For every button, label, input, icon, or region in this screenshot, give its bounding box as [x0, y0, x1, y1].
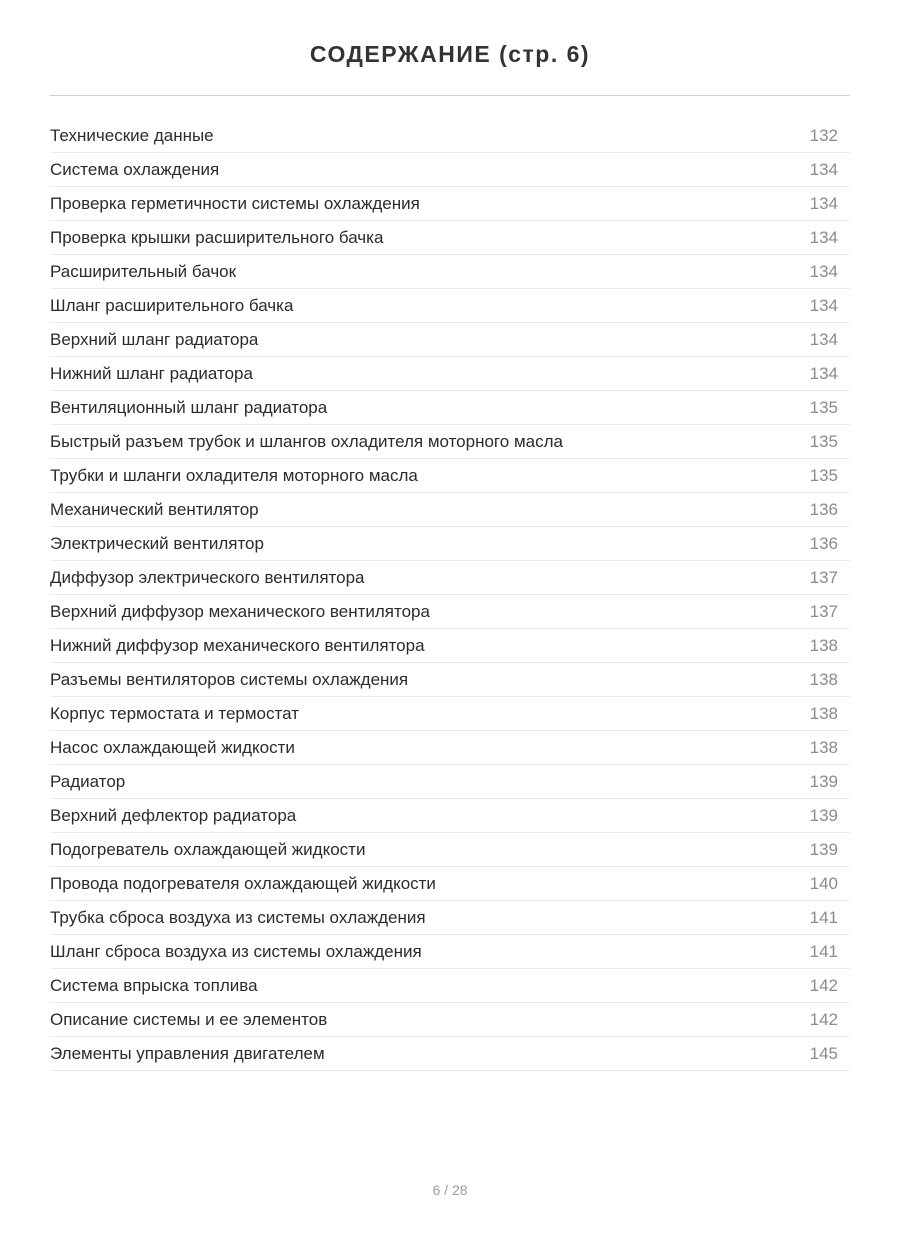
- toc-item[interactable]: [50, 561, 850, 595]
- toc-item-label: Корпус термостата и термостат: [50, 703, 299, 723]
- toc-item-label: Разъемы вентиляторов системы охлаждения: [50, 669, 409, 689]
- toc-item-label: Электрический вентилятор: [50, 533, 264, 553]
- toc-page: [0, 40, 900, 1240]
- toc-item-label: Верхний дефлектор радиатора: [50, 805, 297, 825]
- toc-item-page: 134: [809, 329, 838, 349]
- toc-item[interactable]: [50, 799, 850, 833]
- toc-item-label: Нижний диффузор механического вентилятора: [50, 635, 425, 655]
- toc-item-page: 139: [809, 805, 838, 825]
- toc-item-label: Шланг сброса воздуха из системы охлаждения: [50, 941, 422, 961]
- toc-item[interactable]: [50, 391, 850, 425]
- toc-item-label: Проверка крышки расширительного бачка: [50, 227, 384, 247]
- toc-item-label: Технические данные: [50, 125, 214, 145]
- toc-item[interactable]: [50, 1037, 850, 1071]
- toc-item-label: Верхний диффузор механического вентилятора: [50, 601, 430, 621]
- toc-item[interactable]: [50, 833, 850, 867]
- toc-item[interactable]: [50, 357, 850, 391]
- toc-item-label: Насос охлаждающей жидкости: [50, 737, 295, 757]
- toc-item-page: 134: [809, 363, 838, 383]
- toc-item-label: Система охлаждения: [50, 159, 220, 179]
- toc-item-page: 141: [809, 907, 838, 927]
- toc-item-page: 135: [809, 465, 838, 485]
- toc-item-page: 136: [809, 499, 838, 519]
- toc-item-label: Быстрый разъем трубок и шлангов охладителя моторного масла: [50, 431, 563, 451]
- toc-item[interactable]: [50, 629, 850, 663]
- toc-item-page: 142: [809, 1009, 838, 1029]
- page-number-indicator: 6 / 28: [432, 1182, 468, 1198]
- toc-list: [50, 119, 850, 1071]
- toc-item[interactable]: [50, 663, 850, 697]
- toc-item[interactable]: [50, 969, 850, 1003]
- toc-item-page: 139: [809, 839, 838, 859]
- toc-item-page: 138: [809, 737, 838, 757]
- toc-item[interactable]: [50, 221, 850, 255]
- toc-item-page: 140: [809, 873, 838, 893]
- toc-item-page: 142: [809, 975, 838, 995]
- toc-item-label: Описание системы и ее элементов: [50, 1009, 328, 1029]
- toc-item[interactable]: [50, 1003, 850, 1037]
- toc-item-page: 139: [809, 771, 838, 791]
- toc-item-label: Подогреватель охлаждающей жидкости: [50, 839, 366, 859]
- toc-item[interactable]: [50, 527, 850, 561]
- toc-item-label: Провода подогревателя охлаждающей жидкости: [50, 873, 436, 893]
- toc-item-page: 136: [809, 533, 838, 553]
- toc-item-label: Механический вентилятор: [50, 499, 259, 519]
- toc-item[interactable]: [50, 425, 850, 459]
- toc-item[interactable]: [50, 697, 850, 731]
- toc-item-page: 134: [809, 227, 838, 247]
- toc-item[interactable]: [50, 901, 850, 935]
- toc-item-label: Диффузор электрического вентилятора: [50, 567, 365, 587]
- toc-item-page: 132: [809, 125, 838, 145]
- toc-item-label: Трубка сброса воздуха из системы охлаждения: [50, 907, 426, 927]
- toc-item[interactable]: [50, 765, 850, 799]
- toc-item-page: 138: [809, 669, 838, 689]
- toc-item[interactable]: [50, 459, 850, 493]
- toc-item[interactable]: [50, 935, 850, 969]
- toc-item[interactable]: [50, 255, 850, 289]
- toc-item[interactable]: [50, 595, 850, 629]
- toc-item-page: 137: [809, 567, 838, 587]
- toc-item-page: 135: [809, 397, 838, 417]
- toc-item-page: 137: [809, 601, 838, 621]
- toc-item[interactable]: [50, 119, 850, 153]
- toc-item-page: 138: [809, 703, 838, 723]
- toc-item-label: Расширительный бачок: [50, 261, 237, 281]
- toc-item-label: Вентиляционный шланг радиатора: [50, 397, 328, 417]
- toc-item[interactable]: [50, 153, 850, 187]
- title-divider: [50, 95, 850, 96]
- toc-item[interactable]: [50, 493, 850, 527]
- toc-item-page: 135: [809, 431, 838, 451]
- toc-item[interactable]: [50, 187, 850, 221]
- toc-item-label: Элементы управления двигателем: [50, 1043, 325, 1063]
- toc-item-label: Система впрыска топлива: [50, 975, 258, 995]
- toc-item[interactable]: [50, 323, 850, 357]
- toc-item-page: 134: [809, 193, 838, 213]
- toc-item-label: Проверка герметичности системы охлаждения: [50, 193, 420, 213]
- toc-item[interactable]: [50, 731, 850, 765]
- toc-item[interactable]: [50, 867, 850, 901]
- page-title: СОДЕРЖАНИЕ (стр. 6): [309, 41, 591, 67]
- toc-item-page: 138: [809, 635, 838, 655]
- toc-item-label: Верхний шланг радиатора: [50, 329, 259, 349]
- toc-item-page: 145: [809, 1043, 838, 1063]
- toc-item[interactable]: [50, 289, 850, 323]
- toc-item-label: Нижний шланг радиатора: [50, 363, 253, 383]
- toc-item-label: Радиатор: [50, 771, 126, 791]
- toc-item-page: 134: [809, 159, 838, 179]
- toc-item-label: Трубки и шланги охладителя моторного масла: [50, 465, 418, 485]
- toc-item-page: 134: [809, 295, 838, 315]
- toc-item-label: Шланг расширительного бачка: [50, 295, 294, 315]
- toc-item-page: 141: [809, 941, 838, 961]
- toc-item-page: 134: [809, 261, 838, 281]
